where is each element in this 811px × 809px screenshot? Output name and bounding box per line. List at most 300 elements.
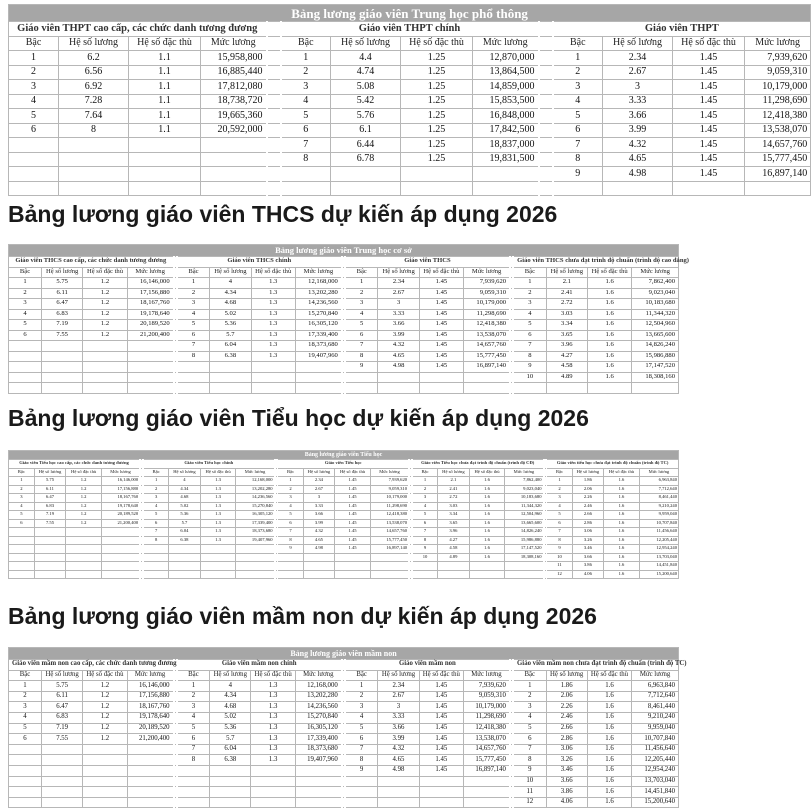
group-separator xyxy=(267,138,281,153)
column-header-hsl: Hệ số lương xyxy=(572,468,603,477)
cell-hsl xyxy=(303,562,334,571)
cell-bac: 5 xyxy=(513,723,546,734)
cell-hsdt xyxy=(251,797,295,808)
cell-ml xyxy=(127,341,173,352)
cell-bac: 3 xyxy=(9,702,42,713)
cell-hsl xyxy=(331,167,401,182)
group-title: Giáo viên mầm non chính xyxy=(177,660,342,671)
cell-hsdt xyxy=(83,765,127,776)
column-header-row xyxy=(9,670,679,681)
cell-hsl: 3.34 xyxy=(438,511,469,520)
cell-bac xyxy=(9,744,42,755)
cell-hsl xyxy=(169,553,200,562)
cell-ml: 17,842,500 xyxy=(473,123,539,138)
cell-ml: 10,183,680 xyxy=(632,299,679,310)
column-header-bac: Bậc xyxy=(177,670,210,681)
cell-hsl: 7.19 xyxy=(34,511,65,520)
cell-hsdt xyxy=(419,787,463,798)
cell-bac: 9 xyxy=(277,545,303,554)
cell-hsdt xyxy=(66,528,102,537)
cell-hsdt: 1.45 xyxy=(673,123,745,138)
cell-ml: 14,657,760 xyxy=(464,341,510,352)
cell-ml: 17,147,520 xyxy=(505,545,544,554)
cell-ml: 19,407,960 xyxy=(295,755,341,766)
cell-hsl: 2.72 xyxy=(546,299,587,310)
table-row xyxy=(9,723,679,734)
cell-bac: 10 xyxy=(412,553,438,562)
cell-hsdt: 1.3 xyxy=(251,723,295,734)
cell-hsl: 6.11 xyxy=(42,288,83,299)
cell-ml: 14,657,760 xyxy=(745,138,811,153)
cell-bac: 4 xyxy=(177,309,210,320)
cell-hsdt xyxy=(129,167,201,182)
cell-hsl xyxy=(42,362,83,373)
cell-hsl: 4.98 xyxy=(378,362,419,373)
cell-ml: 13,538,070 xyxy=(464,330,510,341)
cell-bac: 1 xyxy=(277,477,303,486)
cell-hsl: 6.47 xyxy=(42,299,83,310)
cell-hsl: 4.58 xyxy=(546,362,587,373)
cell-hsl xyxy=(303,553,334,562)
cell-hsdt: 1.3 xyxy=(251,341,295,352)
cell-bac: 8 xyxy=(345,755,378,766)
cell-ml: 13,864,500 xyxy=(473,65,539,80)
cell-hsl: 6.38 xyxy=(169,536,200,545)
cell-bac xyxy=(177,797,210,808)
column-header-hsl: Hệ số lương xyxy=(303,468,334,477)
column-header-row xyxy=(9,267,679,278)
group-title: Giáo viên THPT xyxy=(553,22,811,37)
cell-hsdt: 1.2 xyxy=(66,519,102,528)
cell-bac xyxy=(277,553,303,562)
cell-hsdt: 1.2 xyxy=(83,712,127,723)
column-header-hsdt: Hệ số đặc thù xyxy=(587,267,631,278)
cell-ml xyxy=(370,562,409,571)
cell-bac: 9 xyxy=(513,765,546,776)
cell-hsdt xyxy=(673,181,745,196)
cell-hsdt xyxy=(401,167,473,182)
cell-hsl: 2.67 xyxy=(303,485,334,494)
cell-ml: 15,958,800 xyxy=(201,51,267,66)
group-separator xyxy=(539,109,553,124)
cell-bac: 9 xyxy=(345,765,378,776)
cell-hsl: 2.46 xyxy=(572,502,603,511)
cell-ml: 20,592,000 xyxy=(201,123,267,138)
cell-bac xyxy=(143,562,169,571)
cell-hsdt: 1.3 xyxy=(251,702,295,713)
table-row xyxy=(9,94,811,109)
cell-hsdt xyxy=(335,553,371,562)
cell-hsl xyxy=(34,562,65,571)
cell-ml: 12,418,380 xyxy=(463,723,509,734)
cell-bac: 6 xyxy=(412,519,438,528)
cell-ml: 14,657,760 xyxy=(370,528,409,537)
cell-bac: 5 xyxy=(281,109,331,124)
cell-bac: 9 xyxy=(513,362,546,373)
cell-ml: 18,373,680 xyxy=(295,744,341,755)
cell-hsl xyxy=(438,570,469,579)
cell-hsdt: 1.45 xyxy=(419,691,463,702)
cell-bac: 9 xyxy=(345,362,378,373)
cell-hsl: 3.33 xyxy=(303,502,334,511)
cell-ml: 19,178,640 xyxy=(127,712,173,723)
cell-hsdt: 1.2 xyxy=(66,477,102,486)
cell-bac xyxy=(9,383,42,394)
column-header-ml: Mức lương xyxy=(463,670,509,681)
cell-hsl xyxy=(34,553,65,562)
cell-hsl: 6.83 xyxy=(34,502,65,511)
cell-ml: 16,146,000 xyxy=(127,278,173,289)
cell-hsdt: 1.45 xyxy=(419,362,463,373)
cell-ml: 6,963,840 xyxy=(639,477,678,486)
column-header-bac: Bậc xyxy=(143,468,169,477)
cell-bac xyxy=(9,372,42,383)
cell-ml: 9,210,240 xyxy=(632,712,679,723)
cell-hsdt: 1.3 xyxy=(200,528,236,537)
cell-hsdt: 1.6 xyxy=(604,511,640,520)
cell-ml: 20,189,520 xyxy=(101,511,140,520)
group-separator xyxy=(267,36,281,51)
cell-ml xyxy=(295,383,341,394)
cell-bac: 2 xyxy=(9,691,42,702)
cell-ml: 16,897,140 xyxy=(370,545,409,554)
cell-hsl xyxy=(59,138,129,153)
cell-ml xyxy=(101,545,140,554)
column-header-bac: Bậc xyxy=(546,468,572,477)
group-title: Giáo viên THCS chính xyxy=(177,257,342,268)
cell-ml: 12,205,440 xyxy=(639,536,678,545)
cell-ml: 15,270,840 xyxy=(236,502,275,511)
cell-hsdt xyxy=(83,755,127,766)
cell-bac: 3 xyxy=(143,494,169,503)
cell-bac: 3 xyxy=(546,494,572,503)
cell-ml: 11,456,640 xyxy=(632,744,679,755)
cell-hsl xyxy=(42,372,83,383)
cell-hsdt xyxy=(251,765,295,776)
column-header-hsdt: Hệ số đặc thù xyxy=(251,670,295,681)
cell-hsl: 3.26 xyxy=(546,755,587,766)
cell-hsl: 6.47 xyxy=(42,702,83,713)
cell-bac: 1 xyxy=(513,278,546,289)
cell-ml: 12,418,380 xyxy=(745,109,811,124)
cell-hsdt: 1.45 xyxy=(419,744,463,755)
cell-ml: 15,986,880 xyxy=(632,351,679,362)
cell-ml: 18,373,680 xyxy=(236,528,275,537)
cell-bac: 4 xyxy=(412,502,438,511)
cell-ml: 18,167,760 xyxy=(127,702,173,713)
cell-hsdt: 1.2 xyxy=(83,691,127,702)
cell-ml: 19,178,640 xyxy=(101,502,140,511)
cell-ml: 16,146,000 xyxy=(101,477,140,486)
cell-hsl: 4.06 xyxy=(572,570,603,579)
cell-ml xyxy=(473,181,539,196)
cell-bac: 5 xyxy=(345,320,378,331)
cell-bac: 4 xyxy=(143,502,169,511)
cell-ml: 8,461,440 xyxy=(639,494,678,503)
cell-bac xyxy=(412,562,438,571)
cell-hsdt: 1.45 xyxy=(335,519,371,528)
group-title: Giáo viên THCS cao cấp, các chức danh tương đương xyxy=(9,257,174,268)
cell-hsl: 4.32 xyxy=(603,138,673,153)
cell-hsl: 2.67 xyxy=(378,288,419,299)
cell-hsdt: 1.6 xyxy=(604,570,640,579)
column-header-hsdt: Hệ số đặc thù xyxy=(604,468,640,477)
cell-hsdt: 1.1 xyxy=(129,94,201,109)
cell-hsl: 2.86 xyxy=(546,734,587,745)
cell-hsdt: 1.45 xyxy=(673,152,745,167)
cell-hsl: 4 xyxy=(210,278,251,289)
cell-hsdt xyxy=(83,383,127,394)
cell-ml xyxy=(295,797,341,808)
cell-ml xyxy=(295,776,341,787)
cell-ml: 15,986,880 xyxy=(505,536,544,545)
cell-bac: 4 xyxy=(177,712,210,723)
cell-bac xyxy=(277,562,303,571)
cell-bac: 5 xyxy=(553,109,603,124)
cell-bac: 7 xyxy=(345,744,378,755)
table-title-row xyxy=(9,648,679,660)
cell-hsl: 3.46 xyxy=(572,545,603,554)
cell-hsl xyxy=(603,181,673,196)
cell-ml: 16,305,120 xyxy=(295,320,341,331)
cell-hsdt: 1.6 xyxy=(587,712,631,723)
cell-bac xyxy=(9,755,42,766)
cell-hsdt: 1.6 xyxy=(604,545,640,554)
cell-bac xyxy=(9,570,35,579)
cell-hsdt: 1.2 xyxy=(83,299,127,310)
cell-hsl: 5.76 xyxy=(331,109,401,124)
column-header-ml: Mức lương xyxy=(295,670,341,681)
cell-bac: 3 xyxy=(345,299,378,310)
cell-ml xyxy=(463,787,509,798)
cell-hsl: 5.7 xyxy=(210,330,251,341)
column-header-hsl: Hệ số lương xyxy=(34,468,65,477)
cell-bac: 7 xyxy=(546,528,572,537)
cell-ml: 10,179,000 xyxy=(464,299,510,310)
cell-hsl: 5.42 xyxy=(331,94,401,109)
cell-bac: 2 xyxy=(177,288,210,299)
cell-hsdt: 1.2 xyxy=(66,502,102,511)
cell-hsl: 3.96 xyxy=(546,341,587,352)
cell-hsl: 2.1 xyxy=(438,477,469,486)
cell-bac: 7 xyxy=(553,138,603,153)
cell-hsl: 6.04 xyxy=(210,744,251,755)
cell-ml: 13,538,070 xyxy=(745,123,811,138)
cell-ml xyxy=(236,553,275,562)
cell-ml xyxy=(745,181,811,196)
cell-hsdt: 1.6 xyxy=(604,494,640,503)
cell-ml xyxy=(127,372,173,383)
cell-hsl xyxy=(42,341,83,352)
cell-ml: 14,826,240 xyxy=(505,528,544,537)
cell-hsdt: 1.25 xyxy=(401,94,473,109)
column-header-row xyxy=(9,36,811,51)
cell-bac xyxy=(281,181,331,196)
cell-bac: 3 xyxy=(345,702,378,713)
cell-hsdt xyxy=(200,562,236,571)
cell-bac xyxy=(9,765,42,776)
cell-hsl: 3.03 xyxy=(546,309,587,320)
cell-hsdt: 1.6 xyxy=(469,485,505,494)
cell-bac: 8 xyxy=(546,536,572,545)
cell-hsl xyxy=(210,372,251,383)
column-header-bac: Bậc xyxy=(345,267,378,278)
cell-hsdt xyxy=(251,787,295,798)
cell-ml: 9,059,310 xyxy=(463,691,509,702)
cell-hsdt: 1.3 xyxy=(251,299,295,310)
cell-ml: 15,777,450 xyxy=(464,351,510,362)
cell-hsl xyxy=(331,181,401,196)
group-title: Giáo viên THCS xyxy=(345,257,510,268)
cell-hsdt: 1.45 xyxy=(419,702,463,713)
cell-bac: 8 xyxy=(345,351,378,362)
cell-hsl xyxy=(42,765,83,776)
section-heading-thcs: Bảng lương giáo viên THCS dự kiến áp dụng 2026 xyxy=(8,201,558,227)
cell-ml: 15,200,640 xyxy=(632,797,679,808)
cell-hsl: 2.46 xyxy=(546,712,587,723)
cell-hsl: 3.99 xyxy=(378,330,419,341)
cell-ml: 12,168,000 xyxy=(236,477,275,486)
cell-ml: 18,837,000 xyxy=(473,138,539,153)
cell-hsdt: 1.1 xyxy=(129,109,201,124)
cell-bac: 8 xyxy=(553,152,603,167)
cell-bac xyxy=(9,138,59,153)
cell-bac: 6 xyxy=(546,519,572,528)
cell-hsdt xyxy=(469,562,505,571)
cell-ml: 15,200,640 xyxy=(639,570,678,579)
cell-ml: 18,167,760 xyxy=(101,494,140,503)
cell-ml: 17,147,520 xyxy=(632,362,679,373)
cell-bac: 3 xyxy=(177,299,210,310)
cell-hsdt xyxy=(83,362,127,373)
cell-bac: 6 xyxy=(513,330,546,341)
cell-ml: 15,270,840 xyxy=(295,712,341,723)
table-title-row xyxy=(9,5,811,22)
cell-hsdt xyxy=(129,152,201,167)
cell-ml: 13,202,280 xyxy=(295,288,341,299)
cell-hsl: 4.98 xyxy=(303,545,334,554)
table-row xyxy=(9,80,811,95)
cell-ml: 14,657,760 xyxy=(463,744,509,755)
cell-hsl: 6.38 xyxy=(210,755,251,766)
column-header-hsl: Hệ số lương xyxy=(42,267,83,278)
cell-hsl xyxy=(59,181,129,196)
cell-ml: 15,853,500 xyxy=(473,94,539,109)
cell-bac xyxy=(281,167,331,182)
cell-hsdt: 1.45 xyxy=(419,755,463,766)
cell-hsdt: 1.45 xyxy=(335,502,371,511)
cell-ml: 11,344,320 xyxy=(632,309,679,320)
cell-hsl: 7.19 xyxy=(42,320,83,331)
cell-hsdt: 1.6 xyxy=(469,528,505,537)
cell-ml xyxy=(127,787,173,798)
cell-hsl: 6.56 xyxy=(59,65,129,80)
cell-hsl: 4.58 xyxy=(438,545,469,554)
cell-hsdt: 1.3 xyxy=(251,320,295,331)
cell-hsl: 4.27 xyxy=(546,351,587,362)
cell-hsl: 5.02 xyxy=(210,712,251,723)
cell-hsl: 3 xyxy=(378,299,419,310)
cell-bac: 6 xyxy=(345,734,378,745)
cell-bac: 2 xyxy=(143,485,169,494)
cell-hsdt xyxy=(83,341,127,352)
cell-hsl xyxy=(59,152,129,167)
cell-hsdt: 1.2 xyxy=(66,511,102,520)
column-header-hsl: Hệ số lương xyxy=(210,267,251,278)
column-header-hsdt: Hệ số đặc thù xyxy=(401,36,473,51)
group-separator xyxy=(267,22,281,37)
cell-hsdt: 1.6 xyxy=(587,702,631,713)
cell-hsl: 3 xyxy=(303,494,334,503)
group-title: Giáo viên THCS chưa đạt trình độ chuẩn (trình độ cao đẳng) xyxy=(513,257,678,268)
cell-bac: 8 xyxy=(177,351,210,362)
cell-hsl: 4.32 xyxy=(378,341,419,352)
cell-bac: 10 xyxy=(513,776,546,787)
cell-hsdt: 1.45 xyxy=(335,528,371,537)
cell-hsdt: 1.45 xyxy=(419,765,463,776)
cell-hsl: 3.34 xyxy=(546,320,587,331)
cell-bac: 1 xyxy=(412,477,438,486)
cell-hsl: 4.89 xyxy=(546,372,587,383)
cell-ml: 21,200,400 xyxy=(127,330,173,341)
column-header-hsl: Hệ số lương xyxy=(378,670,419,681)
cell-ml xyxy=(295,765,341,776)
cell-ml: 7,712,640 xyxy=(639,485,678,494)
cell-ml: 11,344,320 xyxy=(505,502,544,511)
cell-hsl xyxy=(42,744,83,755)
table-row xyxy=(9,519,679,528)
cell-hsl: 6.11 xyxy=(42,691,83,702)
cell-hsl: 4.27 xyxy=(438,536,469,545)
cell-ml: 13,538,070 xyxy=(370,519,409,528)
cell-bac: 4 xyxy=(281,94,331,109)
cell-hsdt: 1.3 xyxy=(251,691,295,702)
cell-ml: 17,156,880 xyxy=(127,288,173,299)
table-row xyxy=(9,712,679,723)
table-row xyxy=(9,797,679,808)
cell-ml: 9,959,040 xyxy=(639,511,678,520)
cell-ml: 10,179,000 xyxy=(745,80,811,95)
column-header-hsl: Hệ số lương xyxy=(438,468,469,477)
cell-ml xyxy=(463,797,509,808)
cell-hsdt: 1.45 xyxy=(419,309,463,320)
cell-hsdt: 1.6 xyxy=(469,494,505,503)
cell-ml: 10,707,840 xyxy=(639,519,678,528)
cell-hsdt: 1.45 xyxy=(335,477,371,486)
cell-ml: 10,707,840 xyxy=(632,734,679,745)
cell-bac: 8 xyxy=(513,351,546,362)
cell-ml xyxy=(101,528,140,537)
cell-hsdt: 1.6 xyxy=(587,288,631,299)
cell-ml: 19,407,960 xyxy=(236,536,275,545)
section-heading-tieuhoc: Bảng lương giáo viên Tiểu học dự kiến áp dụng 2026 xyxy=(8,405,589,431)
cell-hsl xyxy=(546,383,587,394)
cell-ml xyxy=(127,755,173,766)
column-header-hsl: Hệ số lương xyxy=(169,468,200,477)
table-row xyxy=(9,528,679,537)
cell-bac: 2 xyxy=(546,485,572,494)
cell-hsl xyxy=(378,797,419,808)
salary-table-thpt xyxy=(8,4,811,196)
cell-ml xyxy=(464,383,510,394)
column-header-ml: Mức lương xyxy=(505,468,544,477)
cell-ml: 15,777,450 xyxy=(370,536,409,545)
cell-hsdt xyxy=(66,570,102,579)
cell-bac: 7 xyxy=(412,528,438,537)
cell-bac xyxy=(177,372,210,383)
cell-bac: 5 xyxy=(9,723,42,734)
cell-ml: 18,167,760 xyxy=(127,299,173,310)
